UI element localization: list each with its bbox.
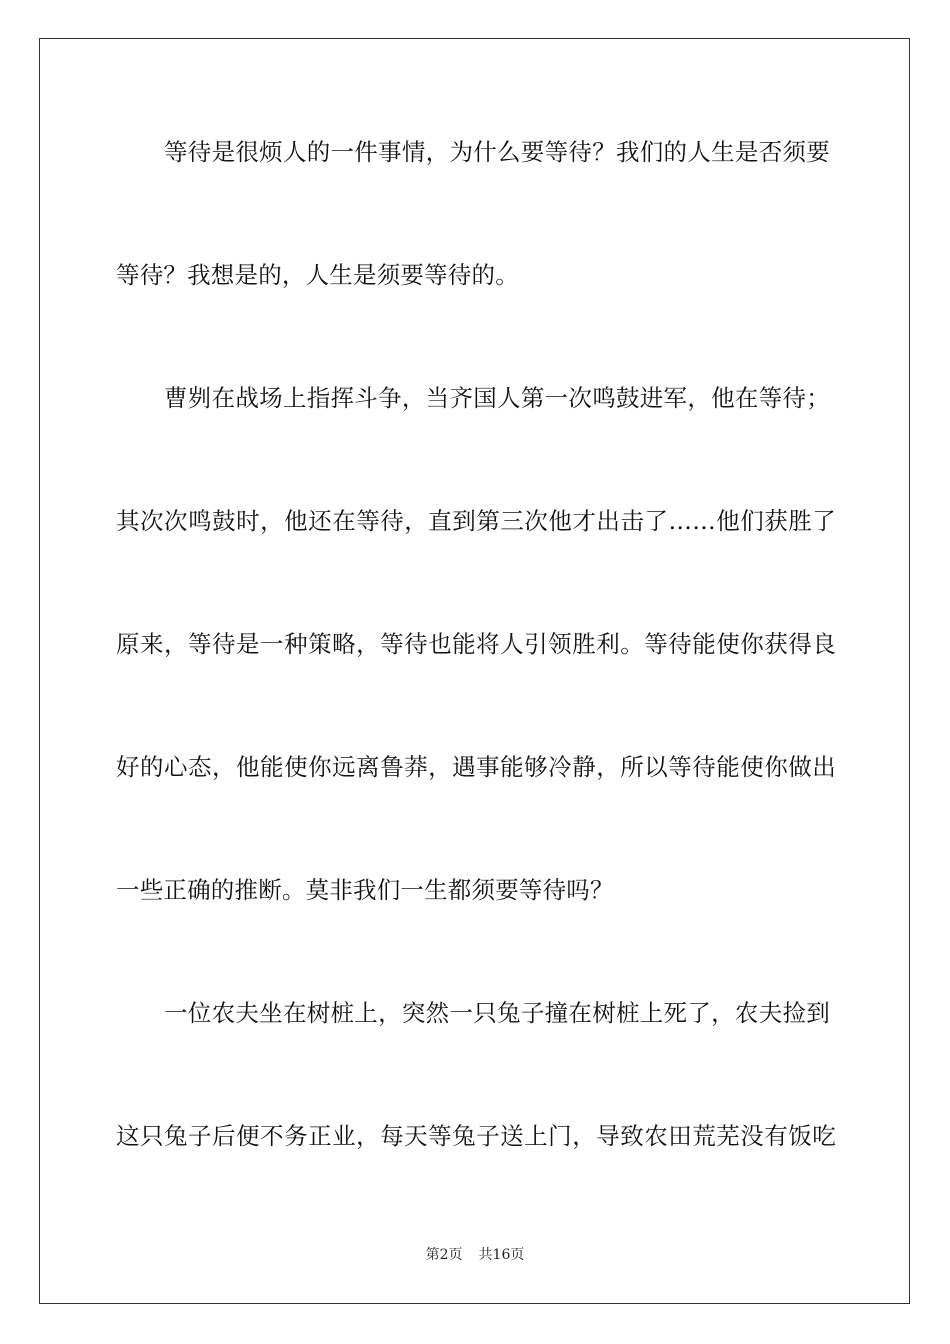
paragraph-3-line-1: 一位农夫坐在树桩上，突然一只兔子撞在树桩上死了，农夫捡到 bbox=[164, 999, 830, 1027]
paragraph-2-line-3: 原来，等待是一种策略，等待也能将人引领胜利。等待能使你获得良 bbox=[116, 630, 836, 658]
paragraph-2-line-4: 好的心态，他能使你远离鲁莽，遇事能够冷静，所以等待能使你做出 bbox=[116, 753, 836, 781]
page-footer bbox=[0, 1246, 950, 1264]
paragraph-3-line-2: 这只兔子后便不务正业，每天等兔子送上门，导致农田荒芜没有饭吃 bbox=[116, 1122, 836, 1150]
page-border bbox=[39, 38, 910, 1304]
paragraph-2-line-1: 曹刿在战场上指挥斗争，当齐国人第一次鸣鼓进军，他在等待； bbox=[164, 384, 830, 412]
page-number: 第2页 bbox=[425, 1247, 463, 1263]
total-pages: 共16页 bbox=[478, 1247, 525, 1263]
paragraph-1-line-2: 等待？我想是的，人生是须要等待的。 bbox=[116, 261, 519, 289]
paragraph-2-line-2: 其次次鸣鼓时，他还在等待，直到第三次他才出击了……他们获胜了 bbox=[116, 507, 836, 535]
paragraph-1-line-1: 等待是很烦人的一件事情，为什么要等待？我们的人生是否须要 bbox=[164, 138, 830, 166]
paragraph-2-line-5: 一些正确的推断。莫非我们一生都须要等待吗？ bbox=[116, 876, 614, 904]
